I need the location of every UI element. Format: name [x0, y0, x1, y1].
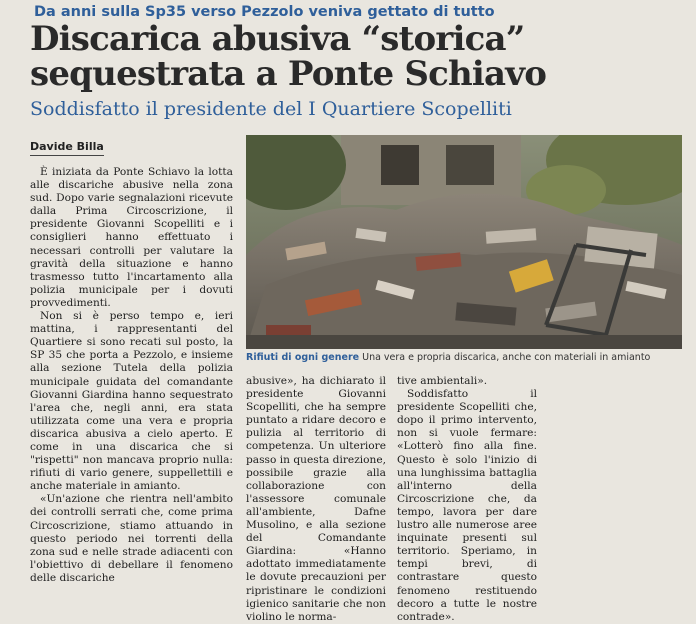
dump-site-photo [246, 135, 682, 349]
caption-text: Una vera e propria discarica, anche con materiali in amianto [362, 352, 651, 363]
article-column-1 [30, 166, 233, 585]
headline-line-1: Discarica abusiva “storica” [30, 19, 525, 59]
body-paragraph: abusive», ha dichiarato il presidente Giovanni Scopelliti, che ha sempre puntato a ridare decoro e pulizia al territorio di competenza. Un ulteriore passo in questa direzione, possibile grazie alla collaborazione con l'assessore comunale all'ambiente, Dafne Musolino, e alla sezione del Comandante Giardina: «Hanno adottato immediatamente le dovute precauzioni per ripristinare le condizioni igienico sanitarie che non violino le norma- [246, 375, 386, 623]
article-kicker: Da anni sulla Sp35 verso Pezzolo veniva gettato di tutto [34, 4, 495, 20]
caption-label: Rifiuti di ogni genere [246, 352, 360, 363]
body-paragraph: «Un'azione che rientra nell'ambito dei controlli serrati che, come prima Circoscrizione, stiamo attuando in questo periodo nei torrenti della zona sud e nelle strade adiacenti con l'obiettivo di debellare il fenomeno delle discariche [30, 493, 233, 584]
author-byline: Davide Billa [30, 140, 104, 156]
photo-caption [246, 352, 686, 363]
article-photo [246, 135, 682, 349]
body-paragraph: È iniziata da Ponte Schiavo la lotta alle discariche abusive nella zona sud. Dopo varie segnalazioni ricevute dalla Prima Circoscrizione, il presidente Giovanni Scopelliti e i consiglieri hanno effettuato i necessari controlli per valutare la gravità della situazione e hanno trasmesso tutto l'incartamento alla polizia municipale per i dovuti provvedimenti. [30, 166, 233, 309]
article-subhead: Soddisfatto il presidente del I Quartiere Scopelliti [30, 98, 512, 120]
article-column-2 [246, 375, 386, 624]
body-paragraph: tive ambientali». [397, 375, 488, 387]
article-headline [30, 19, 690, 94]
body-paragraph: Soddisfatto il presidente Scopelliti che, dopo il primo intervento, non si vuole fermare: «Lotterò fino alla fine. Questo è solo l'inizio di una lunghissima battaglia all'interno della Circoscrizione che, da tempo, lavora per dare lustro alle numerose aree inquinate presenti sul territorio. Speriamo, in tempi brevi, di contrastare questo fenomeno restituendo decoro a tutte le nostre contrade». [397, 388, 537, 623]
article-column-3 [397, 375, 537, 624]
headline-line-2: sequestrata a Ponte Schiavo [30, 54, 547, 94]
body-paragraph: Non si è perso tempo e, ieri mattina, i rappresentanti del Quartiere si sono recati sul posto, la SP 35 che porta a Pezzolo, e insieme alla sezione Tutela della polizia municipale guidata del comandante Giovanni Giardina hanno sequestrato l'area che, negli anni, era stata utilizzata come una vera e propria discarica abusiva a cielo aperto. E come in una discarica che si "rispetti" non mancava proprio nulla: rifiuti di vario genere, suppellettili e anche materiale in amianto. [30, 310, 233, 493]
